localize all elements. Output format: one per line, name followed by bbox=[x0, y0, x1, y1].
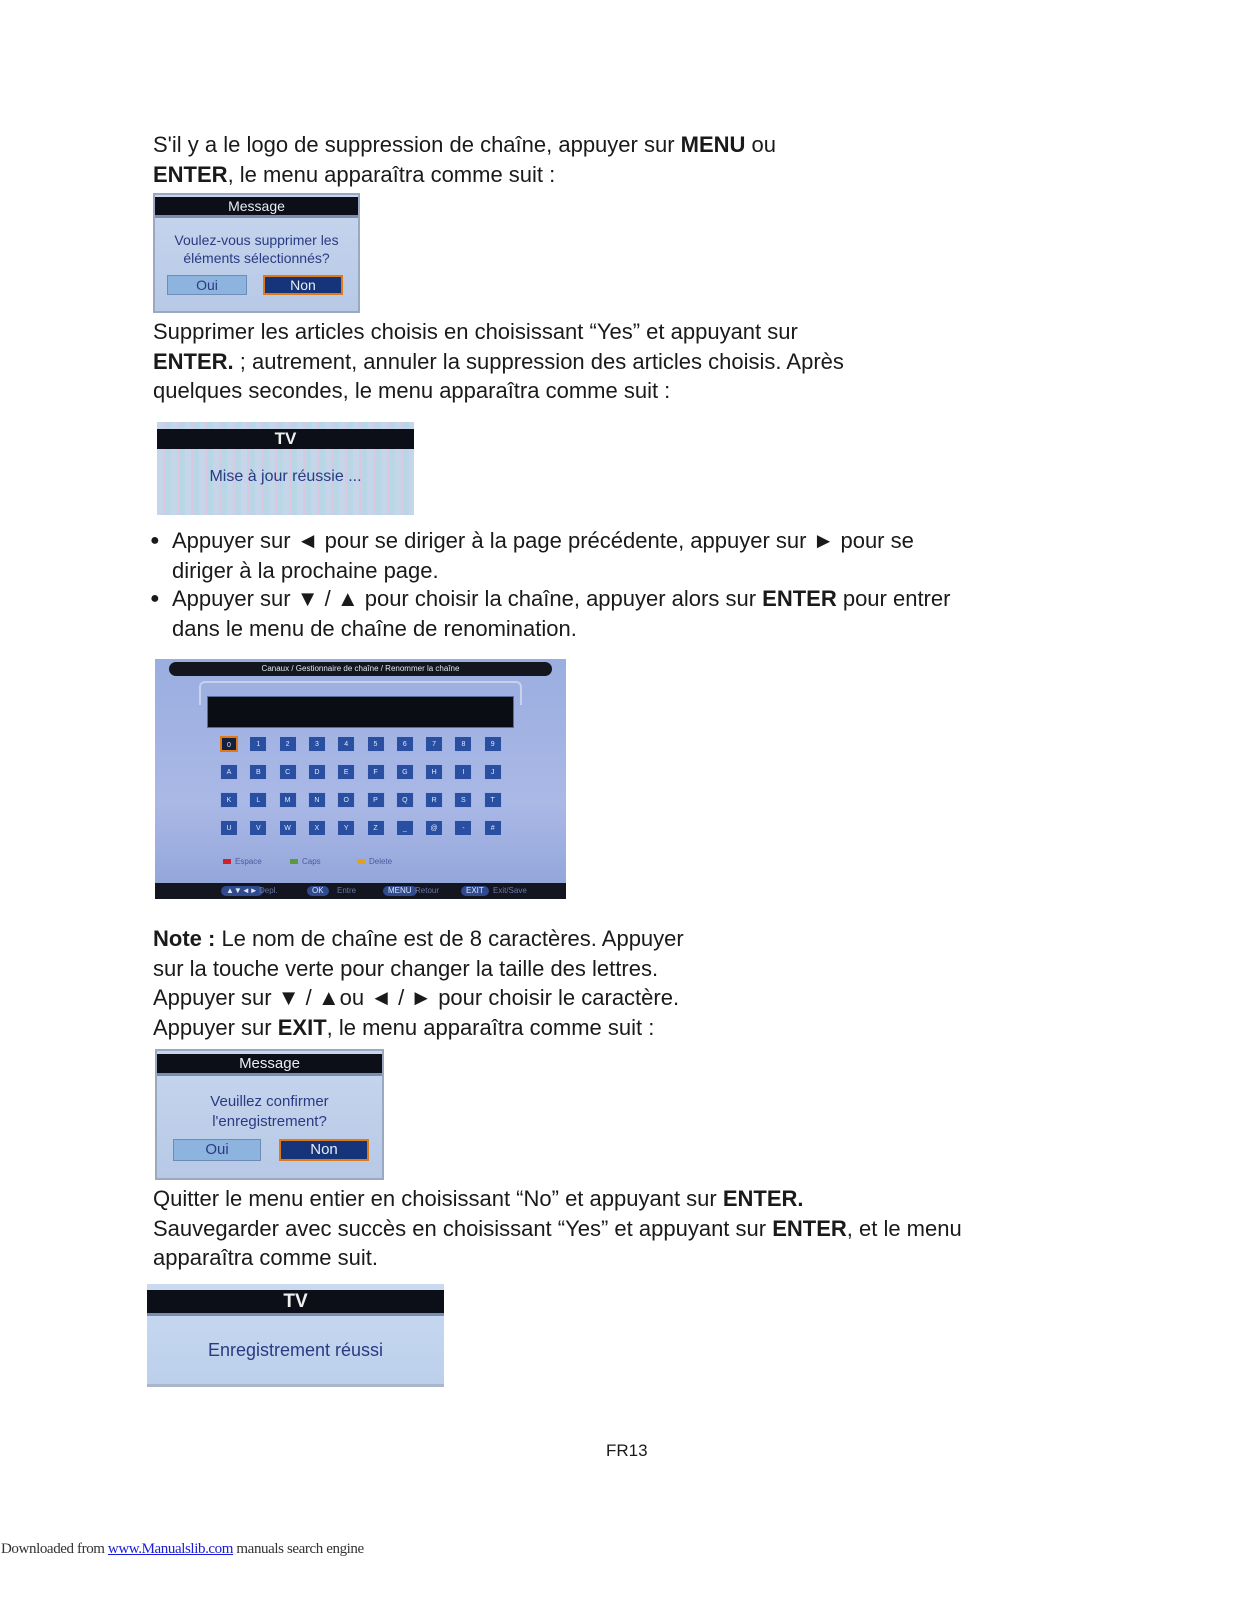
legend-label: Caps bbox=[302, 857, 321, 866]
legend-green bbox=[290, 857, 321, 866]
dialog-message-line: éléments sélectionnés? bbox=[183, 250, 330, 266]
ok-key-hint: OK bbox=[307, 886, 329, 896]
hint-label: Entre bbox=[337, 886, 357, 895]
manualslib-link[interactable]: www.Manualslib.com bbox=[107, 1541, 234, 1557]
yes-button[interactable]: Oui bbox=[167, 275, 247, 295]
no-button[interactable]: Non bbox=[279, 1139, 369, 1161]
text: quelques secondes, le menu apparaîtra comme suit : bbox=[153, 378, 671, 403]
key-E[interactable]: E bbox=[337, 764, 355, 780]
key-Z[interactable]: Z bbox=[367, 820, 385, 836]
key-name: ENTER bbox=[772, 1215, 847, 1241]
dialog-message: Mise à jour réussie ... bbox=[209, 468, 362, 485]
text: Quitter le menu entier en choisissant “No” et appuyant sur bbox=[153, 1186, 723, 1211]
no-button[interactable]: Non bbox=[263, 275, 343, 295]
key-5[interactable]: 5 bbox=[367, 736, 385, 752]
key-T[interactable]: T bbox=[484, 792, 502, 808]
note-label: Note : bbox=[153, 926, 216, 951]
text: apparaîtra comme suit. bbox=[153, 1245, 378, 1270]
download-footer bbox=[1, 1541, 364, 1558]
text: ; autrement, annuler la suppression des articles choisis. Après bbox=[233, 348, 844, 374]
save-success-dialog bbox=[147, 1284, 444, 1387]
bullet-dot: ● bbox=[150, 532, 160, 549]
key--[interactable]: - bbox=[454, 820, 472, 836]
key-J[interactable]: J bbox=[484, 764, 502, 780]
text: sur la touche verte pour changer la taille des lettres. bbox=[153, 955, 659, 981]
key-G[interactable]: G bbox=[396, 764, 414, 780]
key-O[interactable]: O bbox=[337, 792, 355, 808]
save-confirm-dialog bbox=[155, 1049, 384, 1180]
delete-instructions bbox=[153, 317, 844, 406]
yes-button[interactable]: Oui bbox=[173, 1139, 261, 1161]
key-B[interactable]: B bbox=[249, 764, 267, 780]
text: Appuyer sur bbox=[153, 1014, 278, 1040]
key-L[interactable]: L bbox=[249, 792, 267, 808]
key-name: ENTER bbox=[762, 586, 837, 611]
key-_[interactable]: _ bbox=[396, 820, 414, 836]
bullet-dot: ● bbox=[150, 590, 160, 607]
text: , et le menu bbox=[846, 1215, 962, 1241]
key-0[interactable]: 0 bbox=[220, 736, 238, 752]
key-1[interactable]: 1 bbox=[249, 736, 267, 752]
page-number: FR13 bbox=[606, 1441, 648, 1460]
update-success-dialog bbox=[157, 422, 414, 515]
key-P[interactable]: P bbox=[367, 792, 385, 808]
text: dans le menu de chaîne de renomination. bbox=[172, 615, 577, 641]
yellow-key-swatch bbox=[357, 859, 365, 864]
key-N[interactable]: N bbox=[308, 792, 326, 808]
key-H[interactable]: H bbox=[425, 764, 443, 780]
dialog-title: Message bbox=[155, 197, 358, 218]
dialog-message-line: Voulez-vous supprimer les bbox=[174, 232, 339, 248]
bullet-page-navigation bbox=[150, 526, 1050, 585]
legend-label: Espace bbox=[235, 857, 262, 866]
key-name: MENU bbox=[680, 132, 746, 157]
legend-yellow bbox=[357, 857, 392, 866]
text: Supprimer les articles choisis en choisissant “Yes” et appuyant sur bbox=[153, 319, 798, 344]
dialog-message: Enregistrement réussi bbox=[207, 1340, 384, 1360]
exit-key-hint: EXIT bbox=[461, 886, 489, 896]
key-I[interactable]: I bbox=[454, 764, 472, 780]
key-D[interactable]: D bbox=[308, 764, 326, 780]
key-2[interactable]: 2 bbox=[279, 736, 297, 752]
key-#[interactable]: # bbox=[484, 820, 502, 836]
dialog-title: Message bbox=[157, 1054, 382, 1076]
key-A[interactable]: A bbox=[220, 764, 238, 780]
key-K[interactable]: K bbox=[220, 792, 238, 808]
text: , le menu apparaîtra comme suit : bbox=[227, 161, 556, 187]
key-C[interactable]: C bbox=[279, 764, 297, 780]
key-7[interactable]: 7 bbox=[425, 736, 443, 752]
note-paragraph bbox=[153, 924, 684, 1042]
text: Sauvegarder avec succès en choisissant “Yes” et appuyant sur bbox=[153, 1215, 773, 1241]
text: Appuyer sur ▼ / ▲ pour choisir la chaîne, appuyer alors sur bbox=[172, 586, 763, 611]
text: pour entrer bbox=[836, 586, 951, 611]
key-X[interactable]: X bbox=[308, 820, 326, 836]
text: S'il y a le logo de suppression de chaîne, appuyer sur bbox=[153, 132, 681, 157]
key-@[interactable]: @ bbox=[425, 820, 443, 836]
dialog-title: TV bbox=[157, 429, 414, 449]
key-name: EXIT bbox=[277, 1014, 327, 1040]
text: diriger à la prochaine page. bbox=[172, 557, 439, 583]
key-F[interactable]: F bbox=[367, 764, 385, 780]
save-instructions bbox=[153, 1184, 962, 1273]
bullet-channel-select bbox=[150, 584, 1050, 643]
key-M[interactable]: M bbox=[279, 792, 297, 808]
key-8[interactable]: 8 bbox=[454, 736, 472, 752]
hint-label: Depl. bbox=[259, 886, 278, 895]
hint-label: Retour bbox=[415, 886, 440, 895]
hint-label: Exit/Save bbox=[493, 886, 527, 895]
green-key-swatch bbox=[290, 859, 298, 864]
key-R[interactable]: R bbox=[425, 792, 443, 808]
key-Q[interactable]: Q bbox=[396, 792, 414, 808]
key-name: ENTER. bbox=[722, 1186, 804, 1211]
text: ou bbox=[745, 132, 777, 157]
key-6[interactable]: 6 bbox=[396, 736, 414, 752]
key-4[interactable]: 4 bbox=[337, 736, 355, 752]
key-U[interactable]: U bbox=[220, 820, 238, 836]
breadcrumb: Canaux / Gestionnaire de chaîne / Renommer la chaîne bbox=[169, 662, 552, 676]
dialog-message bbox=[157, 1092, 382, 1132]
footer-text: manuals search engine bbox=[233, 1541, 364, 1557]
intro-paragraph bbox=[153, 130, 776, 189]
delete-confirm-dialog bbox=[153, 193, 360, 313]
menu-key-hint: MENU bbox=[383, 886, 417, 896]
text: Le nom de chaîne est de 8 caractères. Appuyer bbox=[215, 926, 684, 951]
channel-name-input[interactable] bbox=[207, 696, 514, 728]
text: Appuyer sur ◄ pour se diriger à la page précédente, appuyer sur ► pour se bbox=[172, 528, 914, 553]
key-9[interactable]: 9 bbox=[484, 736, 502, 752]
text: Appuyer sur ▼ / ▲ou ◄ / ► pour choisir le caractère. bbox=[153, 985, 680, 1010]
key-name: ENTER. bbox=[153, 348, 234, 374]
footer-text: Downloaded from bbox=[1, 1541, 108, 1557]
dialog-title: TV bbox=[147, 1290, 444, 1316]
key-V[interactable]: V bbox=[249, 820, 267, 836]
arrows-key-hint: ▲▼◄► bbox=[221, 886, 263, 896]
legend-label: Delete bbox=[369, 857, 393, 866]
dialog-message bbox=[155, 231, 358, 267]
rename-channel-screen bbox=[155, 659, 566, 899]
key-S[interactable]: S bbox=[454, 792, 472, 808]
key-W[interactable]: W bbox=[279, 820, 297, 836]
text: , le menu apparaîtra comme suit : bbox=[326, 1014, 655, 1040]
key-Y[interactable]: Y bbox=[337, 820, 355, 836]
key-hint-bar bbox=[155, 883, 566, 899]
key-name: ENTER bbox=[153, 161, 228, 187]
text bbox=[150, 584, 1050, 614]
dialog-message-line: l'enregistrement? bbox=[212, 1113, 327, 1130]
legend-red bbox=[223, 857, 262, 866]
key-3[interactable]: 3 bbox=[308, 736, 326, 752]
red-key-swatch bbox=[223, 859, 231, 864]
dialog-message-line: Veuillez confirmer bbox=[210, 1093, 329, 1110]
